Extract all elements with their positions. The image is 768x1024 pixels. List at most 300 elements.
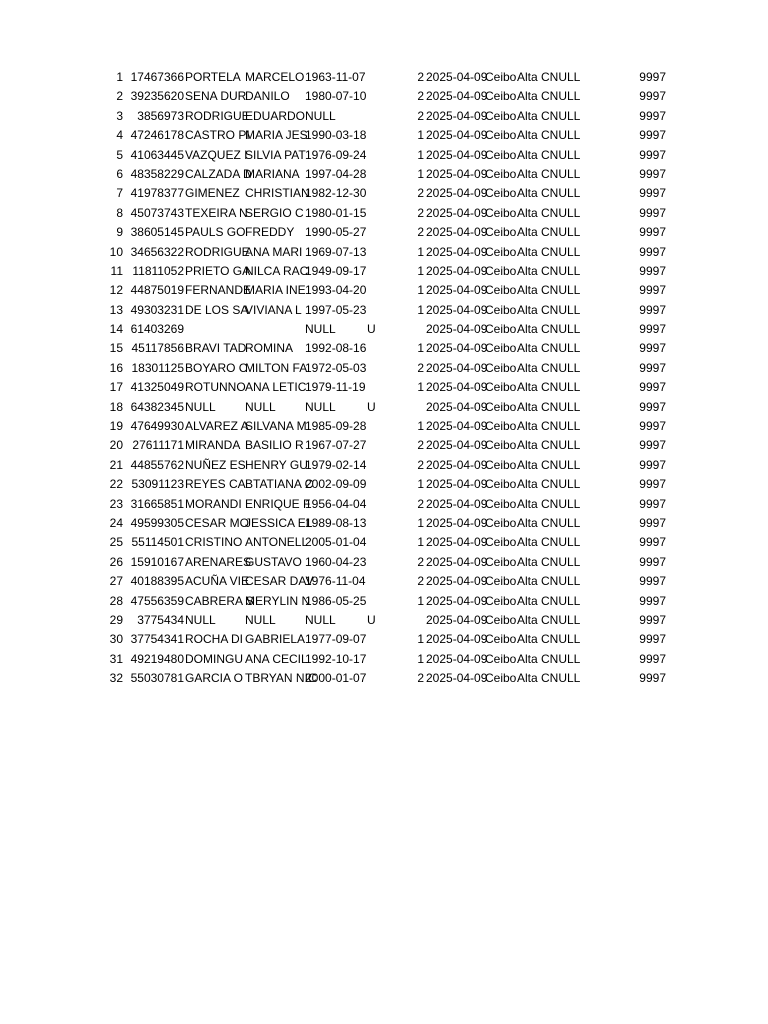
row-number-cell: 13	[109, 302, 123, 317]
record-date-cell: 2025-04-09	[426, 341, 488, 356]
type-cell: Alta	[517, 302, 538, 317]
sex-cell	[367, 301, 377, 320]
code-cell: 9997	[639, 496, 666, 511]
record-date-cell: 2025-04-09	[426, 322, 488, 337]
code-cell: 9997	[639, 108, 666, 123]
row-number-cell: 26	[109, 554, 123, 569]
type-cell: Alta	[517, 263, 538, 278]
birth-date-cell: 1997-05-23	[305, 302, 367, 317]
table-row	[0, 436, 768, 455]
code-cell: 9997	[639, 186, 666, 201]
type-cell: Alta	[517, 360, 538, 375]
sex-cell	[367, 514, 377, 533]
category-cell: 2	[417, 225, 424, 240]
table-row	[0, 514, 768, 533]
category-cell: 2	[417, 89, 424, 104]
surname-cell: CABRERA S	[185, 593, 254, 608]
surname-cell: VAZQUEZ I	[185, 147, 248, 162]
row-number-cell: 28	[109, 593, 123, 608]
type-cell: Alta	[517, 322, 538, 337]
table-row	[0, 320, 768, 339]
surname-cell: SENA DUR	[185, 89, 247, 104]
table-row	[0, 165, 768, 184]
first-name-cell: FREDDY	[245, 225, 295, 240]
document-id-cell: 11811052	[132, 263, 184, 278]
record-date-cell: 2025-04-09	[426, 554, 488, 569]
row-number-cell: 9	[116, 225, 123, 240]
sex-cell	[367, 68, 377, 87]
row-number-cell: 3	[116, 108, 123, 123]
city-cell: Ceibo	[485, 438, 517, 453]
type-cell: Alta	[517, 166, 538, 181]
surname-cell: ARENARES	[185, 554, 252, 569]
type-cell: Alta	[517, 632, 538, 647]
record-date-cell: 2025-04-09	[426, 186, 488, 201]
city-cell: Ceibo	[485, 671, 517, 686]
type-cell: Alta	[517, 671, 538, 686]
birth-date-cell: 1980-01-15	[305, 205, 367, 220]
category-cell: 1	[417, 166, 424, 181]
code-cell: 9997	[639, 438, 666, 453]
document-id-cell: 40188395	[130, 574, 184, 589]
first-name-cell: NULL	[245, 399, 276, 414]
birth-date-cell: 1979-02-14	[305, 457, 367, 472]
sex-cell	[367, 378, 377, 397]
row-number-cell: 27	[109, 574, 123, 589]
document-id-cell: 3775434	[137, 612, 184, 627]
surname-cell: ALVAREZ A	[185, 419, 249, 434]
extra-cell: CNULL	[541, 438, 581, 453]
document-id-cell: 47246178	[130, 128, 184, 143]
table-row	[0, 495, 768, 514]
city-cell: Ceibo	[485, 341, 517, 356]
row-number-cell: 2	[116, 89, 123, 104]
birth-date-cell: 1977-09-07	[305, 632, 367, 647]
city-cell: Ceibo	[485, 205, 517, 220]
row-number-cell: 12	[109, 283, 123, 298]
birth-date-cell: NULL	[305, 322, 336, 337]
table-row	[0, 243, 768, 262]
extra-cell: CNULL	[541, 419, 581, 434]
city-cell: Ceibo	[485, 593, 517, 608]
birth-date-cell: 1982-12-30	[305, 186, 367, 201]
category-cell: 2	[417, 671, 424, 686]
extra-cell: CNULL	[541, 515, 581, 530]
surname-cell: NULL	[185, 399, 216, 414]
extra-cell: CNULL	[541, 263, 581, 278]
sex-cell	[367, 107, 377, 126]
city-cell: Ceibo	[485, 632, 517, 647]
code-cell: 9997	[639, 632, 666, 647]
city-cell: Ceibo	[485, 186, 517, 201]
table-row	[0, 669, 768, 688]
table-row	[0, 126, 768, 145]
table-row	[0, 378, 768, 397]
record-date-cell: 2025-04-09	[426, 166, 488, 181]
code-cell: 9997	[639, 515, 666, 530]
document-id-cell: 41978377	[130, 186, 184, 201]
city-cell: Ceibo	[485, 70, 517, 84]
category-cell: 1	[417, 341, 424, 356]
first-name-cell: CHRISTIAN	[245, 186, 310, 201]
code-cell: 9997	[639, 302, 666, 317]
category-cell: 1	[417, 380, 424, 395]
first-name-cell: SERGIO C	[245, 205, 304, 220]
record-date-cell: 2025-04-09	[426, 457, 488, 472]
type-cell: Alta	[517, 108, 538, 123]
code-cell: 9997	[639, 457, 666, 472]
code-cell: 9997	[639, 322, 666, 337]
city-cell: Ceibo	[485, 515, 517, 530]
type-cell: Alta	[517, 244, 538, 259]
code-cell: 9997	[639, 360, 666, 375]
first-name-cell: ANTONELL	[245, 535, 309, 550]
extra-cell: CNULL	[541, 108, 581, 123]
row-number-cell: 21	[109, 457, 123, 472]
type-cell: Alta	[517, 283, 538, 298]
sex-cell	[367, 204, 377, 223]
sex-cell	[367, 592, 377, 611]
document-id-cell: 41063445	[130, 147, 184, 162]
sex-cell	[367, 281, 377, 300]
surname-cell: FERNANDE	[185, 283, 252, 298]
sex-cell	[367, 359, 377, 378]
extra-cell: CNULL	[541, 399, 581, 414]
row-number-cell: 10	[109, 244, 123, 259]
first-name-cell: DANILO	[245, 89, 290, 104]
category-cell: 2	[417, 438, 424, 453]
document-id-cell: 31665851	[130, 496, 184, 511]
birth-date-cell: 1963-11-07	[305, 70, 366, 84]
code-cell: 9997	[639, 612, 666, 627]
birth-date-cell: 1967-07-27	[305, 438, 367, 453]
code-cell: 9997	[639, 147, 666, 162]
birth-date-cell: 1949-09-17	[305, 263, 367, 278]
birth-date-cell: 1990-05-27	[305, 225, 367, 240]
document-id-cell: 37754341	[130, 632, 184, 647]
category-cell: 1	[417, 244, 424, 259]
row-number-cell: 4	[116, 128, 123, 143]
surname-cell: PORTELA	[185, 70, 241, 84]
extra-cell: CNULL	[541, 535, 581, 550]
city-cell: Ceibo	[485, 399, 517, 414]
document-id-cell: 44855762	[130, 457, 184, 472]
category-cell	[400, 398, 424, 417]
category-cell: 2	[417, 108, 424, 123]
surname-cell: BOYARO C	[185, 360, 248, 375]
surname-cell: MORANDI	[185, 496, 242, 511]
first-name-cell: VIVIANA L	[245, 302, 302, 317]
row-number-cell: 20	[109, 438, 123, 453]
surname-cell: CESAR MO	[185, 515, 250, 530]
birth-date-cell: 1990-03-18	[305, 128, 367, 143]
first-name-cell: JESSICA EL	[245, 515, 313, 530]
sex-cell	[367, 495, 377, 514]
sex-cell: U	[367, 399, 376, 414]
city-cell: Ceibo	[485, 360, 517, 375]
category-cell: 2	[417, 360, 424, 375]
row-number-cell: 7	[116, 186, 123, 201]
first-name-cell: HENRY GU	[245, 457, 308, 472]
surname-cell: DE LOS SA	[185, 302, 249, 317]
type-cell: Alta	[517, 651, 538, 666]
row-number-cell: 15	[109, 341, 123, 356]
extra-cell: CNULL	[541, 205, 581, 220]
sex-cell	[367, 630, 377, 649]
extra-cell: CNULL	[541, 341, 581, 356]
record-date-cell: 2025-04-09	[426, 128, 488, 143]
sex-cell	[367, 475, 377, 494]
document-id-cell: 55114501	[131, 535, 184, 550]
category-cell: 2	[417, 70, 424, 84]
document-id-cell: 55030781	[130, 671, 184, 686]
sex-cell	[367, 533, 377, 552]
type-cell: Alta	[517, 89, 538, 104]
code-cell: 9997	[639, 244, 666, 259]
extra-cell: CNULL	[541, 244, 581, 259]
sex-cell	[367, 572, 377, 591]
code-cell: 9997	[639, 341, 666, 356]
document-id-cell: 53091123	[131, 477, 184, 492]
extra-cell: CNULL	[541, 225, 581, 240]
extra-cell: CNULL	[541, 283, 581, 298]
city-cell: Ceibo	[485, 108, 517, 123]
category-cell	[400, 320, 424, 339]
city-cell: Ceibo	[485, 554, 517, 569]
code-cell: 9997	[639, 263, 666, 278]
city-cell: Ceibo	[485, 302, 517, 317]
record-date-cell: 2025-04-09	[426, 283, 488, 298]
sex-cell	[367, 223, 377, 242]
birth-date-cell: NULL	[305, 108, 336, 123]
code-cell: 9997	[639, 554, 666, 569]
table-row	[0, 223, 768, 242]
record-date-cell: 2025-04-09	[426, 612, 488, 627]
type-cell: Alta	[517, 225, 538, 240]
birth-date-cell: NULL	[305, 399, 336, 414]
table-row	[0, 398, 768, 417]
category-cell: 1	[417, 535, 424, 550]
surname-cell	[185, 320, 245, 339]
row-number-cell: 18	[109, 399, 123, 414]
document-id-cell: 17467366	[130, 70, 184, 84]
table-row	[0, 359, 768, 378]
row-number-cell: 17	[109, 380, 123, 395]
record-date-cell: 2025-04-09	[426, 651, 488, 666]
type-cell: Alta	[517, 593, 538, 608]
first-name-cell	[245, 320, 304, 339]
category-cell: 1	[417, 593, 424, 608]
row-number-cell: 14	[109, 322, 123, 337]
record-date-cell: 2025-04-09	[426, 147, 488, 162]
first-name-cell: MARCELO	[245, 70, 305, 84]
first-name-cell: BASILIO R	[245, 438, 304, 453]
table-row	[0, 107, 768, 126]
type-cell: Alta	[517, 554, 538, 569]
city-cell: Ceibo	[485, 457, 517, 472]
birth-date-cell: 1985-09-28	[305, 419, 367, 434]
surname-cell: PRIETO GA	[185, 263, 251, 278]
row-number-cell: 31	[109, 651, 123, 666]
record-date-cell: 2025-04-09	[426, 205, 488, 220]
first-name-cell: TBRYAN NIC	[245, 671, 317, 686]
category-cell: 1	[417, 302, 424, 317]
document-id-cell: 18301125	[131, 360, 184, 375]
document-id-cell: 45117856	[131, 341, 184, 356]
category-cell: 1	[417, 128, 424, 143]
first-name-cell: EDUARDO	[245, 108, 306, 123]
surname-cell: RODRIGUE	[185, 108, 250, 123]
type-cell: Alta	[517, 380, 538, 395]
category-cell: 2	[417, 457, 424, 472]
category-cell: 2	[417, 186, 424, 201]
sex-cell	[367, 553, 377, 572]
city-cell: Ceibo	[485, 574, 517, 589]
birth-date-cell: 2000-01-07	[305, 671, 367, 686]
row-number-cell: 23	[109, 496, 123, 511]
category-cell: 2	[417, 574, 424, 589]
first-name-cell: ANA LETIC	[245, 380, 307, 395]
extra-cell: CNULL	[541, 477, 581, 492]
type-cell: Alta	[517, 186, 538, 201]
surname-cell: GARCIA O	[185, 671, 244, 686]
table-row	[0, 572, 768, 591]
row-number-cell: 5	[116, 147, 123, 162]
extra-cell: CNULL	[541, 593, 581, 608]
spreadsheet-table	[0, 68, 768, 689]
row-number-cell: 16	[109, 360, 123, 375]
table-row	[0, 301, 768, 320]
first-name-cell: MERYLIN N	[245, 593, 311, 608]
birth-date-cell: 2005-01-04	[305, 535, 367, 550]
first-name-cell: SILVIA PAT	[245, 147, 306, 162]
record-date-cell: 2025-04-09	[426, 671, 488, 686]
first-name-cell: MARIA JES	[245, 128, 308, 143]
document-id-cell: 45073743	[130, 205, 184, 220]
code-cell: 9997	[639, 574, 666, 589]
category-cell	[400, 611, 424, 630]
type-cell: Alta	[517, 419, 538, 434]
first-name-cell: MILTON FA	[245, 360, 308, 375]
first-name-cell: NULL	[245, 612, 276, 627]
table-row	[0, 281, 768, 300]
surname-cell: CASTRO PI	[185, 128, 250, 143]
row-number-cell: 19	[109, 419, 123, 434]
extra-cell: CNULL	[541, 671, 581, 686]
city-cell: Ceibo	[485, 477, 517, 492]
extra-cell: CNULL	[541, 89, 581, 104]
type-cell: Alta	[517, 457, 538, 472]
table-row	[0, 204, 768, 223]
code-cell: 9997	[639, 671, 666, 686]
code-cell: 9997	[639, 535, 666, 550]
record-date-cell: 2025-04-09	[426, 574, 488, 589]
category-cell: 1	[417, 477, 424, 492]
document-id-cell: 48358229	[130, 166, 184, 181]
record-date-cell: 2025-04-09	[426, 380, 488, 395]
city-cell: Ceibo	[485, 612, 517, 627]
birth-date-cell: 1993-04-20	[305, 283, 367, 298]
surname-cell: PAULS GO	[185, 225, 246, 240]
document-id-cell: 39235620	[130, 89, 184, 104]
city-cell: Ceibo	[485, 322, 517, 337]
record-date-cell: 2025-04-09	[426, 244, 488, 259]
type-cell: Alta	[517, 399, 538, 414]
document-id-cell: 15910167	[130, 554, 184, 569]
document-id-cell: 38605145	[130, 225, 184, 240]
surname-cell: ACUÑA VIE	[185, 574, 250, 589]
sex-cell	[367, 339, 377, 358]
record-date-cell: 2025-04-09	[426, 496, 488, 511]
city-cell: Ceibo	[485, 225, 517, 240]
document-id-cell: 47556359	[130, 593, 184, 608]
type-cell: Alta	[517, 515, 538, 530]
record-date-cell: 2025-04-09	[426, 263, 488, 278]
row-number-cell: 29	[109, 612, 123, 627]
code-cell: 9997	[639, 399, 666, 414]
type-cell: Alta	[517, 70, 538, 84]
document-id-cell: 47649930	[130, 419, 184, 434]
sex-cell: U	[367, 322, 376, 337]
table-row	[0, 456, 768, 475]
sex-cell	[367, 184, 377, 203]
city-cell: Ceibo	[485, 263, 517, 278]
surname-cell: ROCHA DI	[185, 632, 244, 647]
code-cell: 9997	[639, 89, 666, 104]
document-id-cell: 3856973	[137, 108, 184, 123]
row-number-cell: 25	[109, 535, 123, 550]
table-row	[0, 68, 768, 87]
birth-date-cell: 1976-11-04	[305, 574, 366, 589]
row-number-cell: 24	[109, 515, 123, 530]
sex-cell	[367, 456, 377, 475]
table-row	[0, 339, 768, 358]
type-cell: Alta	[517, 612, 538, 627]
record-date-cell: 2025-04-09	[426, 632, 488, 647]
code-cell: 9997	[639, 225, 666, 240]
sex-cell	[367, 417, 377, 436]
code-cell: 9997	[639, 380, 666, 395]
record-date-cell: 2025-04-09	[426, 360, 488, 375]
table-row	[0, 592, 768, 611]
type-cell: Alta	[517, 205, 538, 220]
table-row	[0, 650, 768, 669]
row-number-cell: 1	[116, 70, 123, 84]
extra-cell: CNULL	[541, 166, 581, 181]
surname-cell: NULL	[185, 612, 216, 627]
birth-date-cell: 1986-05-25	[305, 593, 367, 608]
document-id-cell: 61403269	[130, 322, 184, 337]
city-cell: Ceibo	[485, 419, 517, 434]
table-row	[0, 87, 768, 106]
row-number-cell: 32	[109, 671, 123, 686]
table-row	[0, 611, 768, 630]
city-cell: Ceibo	[485, 496, 517, 511]
table-row	[0, 146, 768, 165]
record-date-cell: 2025-04-09	[426, 302, 488, 317]
extra-cell: CNULL	[541, 496, 581, 511]
sex-cell	[367, 436, 377, 455]
surname-cell: REYES CA	[185, 477, 246, 492]
extra-cell: CNULL	[541, 360, 581, 375]
city-cell: Ceibo	[485, 651, 517, 666]
sex-cell	[367, 669, 377, 688]
first-name-cell: SILVANA M	[245, 419, 307, 434]
sex-cell	[367, 87, 377, 106]
surname-cell: DOMINGU	[185, 651, 243, 666]
table-row	[0, 475, 768, 494]
surname-cell: NUÑEZ ES	[185, 457, 246, 472]
